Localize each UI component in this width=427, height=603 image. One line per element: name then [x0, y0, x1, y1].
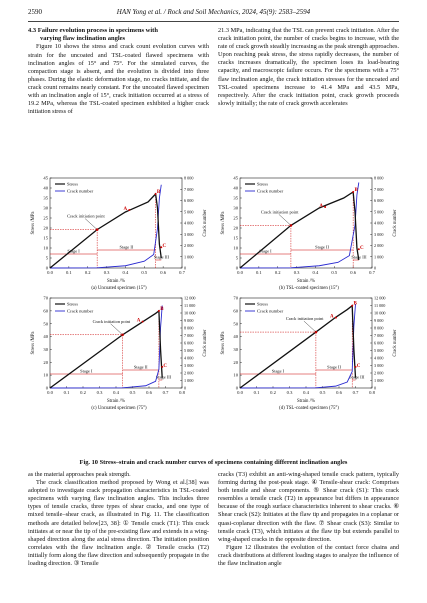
stage-point-label: A: [319, 204, 323, 210]
y2-tick-label: 6 000: [184, 340, 194, 346]
x-tick-label: 0.3: [286, 390, 293, 395]
y2-axis-label: Crack number: [393, 209, 398, 237]
y-tick-label: 5: [45, 255, 48, 261]
legend-stress-label: Stress: [257, 301, 268, 307]
y2-tick-label: 9 000: [184, 318, 194, 324]
y2-tick-label: 7 000: [184, 333, 194, 339]
y-axis-label: Stress /MPa: [221, 331, 226, 355]
x-tick-label: 0.4: [113, 390, 119, 395]
y-tick-label: 60: [43, 308, 48, 314]
y-tick-label: 35: [43, 195, 48, 201]
initiation-pointer: [279, 214, 291, 225]
initiation-pointer: [85, 219, 97, 230]
y-tick-label: 20: [43, 359, 48, 365]
initiation-label: Crack initiation point: [260, 209, 299, 215]
page-number: 2590: [28, 8, 42, 16]
paragraph: Figure 12 illustrates the evolution of the contact force chains and crack distributions at different loading stages to analyze the influence of the flaw inclination angle: [218, 543, 399, 568]
initiation-pointer: [111, 324, 123, 335]
y2-tick-label: 1 000: [374, 254, 384, 260]
x-axis-label: Strain /%: [297, 399, 315, 404]
y2-axis-label: Crack number: [393, 329, 398, 357]
y-tick-label: 20: [233, 225, 238, 231]
left-column-top: [28, 27, 209, 116]
y2-tick-label: 4 000: [374, 220, 384, 226]
y-axis-label: Stress /MPa: [221, 211, 226, 235]
y-tick-label: 30: [233, 347, 238, 353]
y2-tick-label: 11 000: [374, 303, 386, 309]
x-tick-label: 0.2: [270, 390, 276, 395]
y2-tick-label: 1 000: [184, 378, 194, 384]
stage-label: Stage II: [315, 244, 329, 250]
x-tick-label: 0.1: [253, 390, 260, 395]
x-tick-label: 0.1: [65, 270, 72, 275]
page-header: [28, 8, 399, 20]
stage-label: Stage I: [271, 368, 285, 374]
legend-stress-label: Stress: [67, 301, 78, 307]
y-tick-label: 45: [43, 175, 48, 181]
y2-tick-label: 2 000: [184, 243, 194, 249]
y-tick-label: 70: [233, 295, 238, 301]
y-tick-label: 40: [43, 334, 48, 340]
chart-panel-c: [28, 292, 208, 410]
x-tick-label: 0.1: [255, 270, 262, 275]
paragraph: The crack classification method proposed by Wong et al.[38] was adopted to investigate crack propagation characteristics in TSL-coated specimens with varying flaw inclination angles. This includes three types of tensile cracks, three types of shear cracks, and one type of mixed tensile–shear crack, as illustrated in Fig. 11. The classification methods are detailed below[23, 38]: ① Tensile crack (T1): This crack initiates at or near the tip of the pre-existing flaw and extends in a wing-shaped direction along the axial stress direction. The initiation position correlates with the flaw inclination angle. ② Tensile cracks (T2) initially form along the flaw direction and subsequently propagate in the loading direction. ③ Tensile: [28, 479, 209, 568]
y-tick-label: 50: [43, 321, 48, 327]
x-tick-label: 0.4: [122, 270, 129, 275]
x-tick-label: 0.0: [47, 270, 53, 275]
right-column-bottom: [218, 471, 399, 568]
stage-point-label: A: [136, 318, 141, 324]
y2-tick-label: 10 000: [184, 310, 196, 316]
chart-panel-d: [218, 292, 398, 410]
stage-point-marker: [128, 209, 130, 211]
x-axis-label: Strain /%: [297, 279, 315, 284]
x-tick-label: 0.4: [303, 390, 309, 395]
stage-point-label: A: [123, 207, 128, 213]
initiation-label: Crack initiation point: [92, 318, 131, 324]
x-tick-label: 0.2: [80, 390, 86, 395]
x-axis-label: Strain /%: [107, 279, 125, 284]
y2-tick-label: 2 000: [184, 370, 194, 376]
y-tick-label: 15: [43, 235, 48, 241]
y2-tick-label: 0: [374, 385, 377, 391]
y-tick-label: 40: [233, 185, 238, 191]
x-tick-label: 0.3: [96, 390, 103, 395]
panel-caption: (d) TSL-coated specimen (75°): [279, 406, 339, 410]
x-tick-label: 0.7: [179, 270, 185, 275]
y-tick-label: 0: [45, 265, 48, 271]
y-tick-label: 5: [235, 255, 238, 261]
stage-point-label: C: [163, 363, 168, 369]
x-tick-label: 0.6: [350, 270, 357, 275]
y2-tick-label: 11 000: [184, 303, 196, 309]
y2-tick-label: 4 000: [184, 220, 194, 226]
y-tick-label: 0: [45, 385, 48, 391]
x-axis-label: Strain /%: [107, 399, 125, 404]
stage-label: Stage II: [119, 244, 134, 250]
y-tick-label: 10: [43, 245, 48, 251]
y-tick-label: 30: [43, 347, 48, 353]
stage-point-label: B: [160, 306, 164, 312]
y2-tick-label: 8 000: [184, 175, 194, 181]
x-tick-label: 0.4: [312, 270, 319, 275]
initiation-label: Crack initiation point: [67, 213, 105, 219]
y2-tick-label: 5 000: [374, 209, 384, 215]
y-tick-label: 50: [233, 321, 238, 327]
y2-tick-label: 7 000: [374, 333, 384, 339]
x-tick-label: 0.2: [84, 270, 91, 275]
x-tick-label: 0.5: [141, 270, 148, 275]
y2-tick-label: 0: [374, 265, 377, 271]
y-tick-label: 30: [233, 205, 238, 211]
x-tick-label: 0.3: [293, 270, 300, 275]
x-tick-label: 0.7: [162, 390, 169, 395]
x-tick-label: 0.8: [369, 390, 375, 395]
y2-tick-label: 12 000: [374, 295, 386, 301]
chart-panel-a: [28, 172, 208, 290]
y2-tick-label: 12 000: [184, 295, 196, 301]
right-column-top: [218, 27, 399, 108]
y-tick-label: 10: [233, 372, 238, 378]
y2-tick-label: 3 000: [374, 363, 384, 369]
x-tick-label: 0.5: [331, 270, 338, 275]
x-tick-label: 0.7: [369, 270, 375, 275]
stress-series: [50, 194, 161, 268]
y-tick-label: 20: [43, 225, 48, 231]
y-tick-label: 30: [43, 205, 48, 211]
stage-label: Stage III: [351, 254, 367, 260]
chart-panel-b: [218, 172, 398, 290]
y2-tick-label: 5 000: [374, 348, 384, 354]
y2-tick-label: 0: [184, 265, 187, 271]
stage-label: Stage II: [327, 364, 341, 370]
legend-crack-label: Crack number: [67, 308, 94, 314]
x-tick-label: 0.8: [179, 390, 185, 395]
y-tick-label: 25: [233, 215, 238, 221]
y2-tick-label: 8 000: [184, 325, 194, 331]
y-tick-label: 10: [233, 245, 238, 251]
journal-citation: HAN Yong et al. / Rock and Soil Mechanics, 2024, 45(9): 2583–2594: [116, 8, 311, 16]
stage-point-marker: [324, 206, 326, 208]
figure-caption: Fig. 10 Stress–strain and crack number curves of specimens containing different inclination angles: [79, 459, 348, 466]
left-column-bottom: [28, 471, 209, 568]
x-tick-label: 0.6: [146, 390, 152, 395]
y2-tick-label: 4 000: [184, 355, 194, 361]
x-tick-label: 0.3: [103, 270, 110, 275]
stage-label: Stage III: [153, 254, 170, 260]
y2-tick-label: 0: [184, 385, 187, 391]
y2-tick-label: 5 000: [184, 209, 194, 215]
x-tick-label: 0.0: [237, 270, 243, 275]
y2-tick-label: 6 000: [374, 340, 384, 346]
x-tick-label: 0.0: [237, 390, 243, 395]
crack-number-series: [50, 185, 161, 268]
y2-tick-label: 5 000: [184, 348, 194, 354]
legend-crack-label: Crack number: [67, 188, 94, 194]
y-tick-label: 15: [233, 235, 238, 241]
x-tick-label: 0.1: [63, 390, 70, 395]
y-axis-label: Stress /MPa: [31, 211, 36, 235]
stress-series: [240, 192, 359, 268]
stage-label: Stage I: [80, 368, 93, 374]
y2-tick-label: 6 000: [374, 198, 384, 204]
y2-tick-label: 2 000: [374, 370, 384, 376]
panel-caption: (c) Uncoated specimen (75°): [91, 406, 147, 410]
stage-label: Stage III: [155, 374, 172, 380]
x-tick-label: 0.7: [352, 390, 359, 395]
y-tick-label: 0: [235, 265, 238, 271]
y2-tick-label: 7 000: [374, 186, 384, 192]
x-tick-label: 0.6: [336, 390, 342, 395]
x-tick-label: 0.5: [129, 390, 136, 395]
y2-tick-label: 3 000: [184, 231, 194, 237]
y2-tick-label: 8 000: [374, 175, 384, 181]
y2-tick-label: 9 000: [374, 318, 384, 324]
paragraph: Figure 10 shows the stress and crack count evolution curves with strain for the uncoated and TSL-coated flawed specimens with inclination angles of 15° and 75°. For the simulated curves, the compaction stage is absent, and the evolution is divided into three phases. During the elastic deformation stage, no cracks initiate, and the crack count remains nearly constant. For the uncoated flawed specimen with an inclination angle of 15°, crack initiation occurred at a stress of 19.2 MPa, whereas the TSL-coated specimen exhibited a higher crack initiation stress of: [28, 43, 209, 116]
section-heading: 4.3 Failure evolution process in specimens with: [28, 27, 158, 34]
y-tick-label: 70: [43, 295, 48, 301]
y2-tick-label: 6 000: [184, 198, 194, 204]
y2-tick-label: 1 000: [374, 378, 384, 384]
y2-tick-label: 1 000: [184, 254, 194, 260]
y2-tick-label: 8 000: [374, 325, 384, 331]
x-tick-label: 0.6: [160, 270, 167, 275]
stage-point-marker: [335, 317, 337, 319]
paragraph: as the material approaches peak strength.: [28, 471, 131, 478]
stage-label: Stage I: [67, 248, 80, 254]
y2-tick-label: 7 000: [184, 186, 194, 192]
stage-label: Stage I: [259, 248, 272, 254]
legend-crack-label: Crack number: [257, 308, 284, 314]
section-heading-cont: varying flaw inclination angles: [40, 35, 126, 43]
y2-tick-label: 10 000: [374, 310, 386, 316]
y2-axis-label: Crack number: [203, 209, 208, 237]
stage-point-label: C: [356, 363, 361, 369]
y-tick-label: 20: [233, 359, 238, 365]
y-tick-label: 25: [43, 215, 48, 221]
initiation-label: Crack initiation point: [285, 316, 324, 322]
y-tick-label: 10: [43, 372, 48, 378]
y-axis-label: Stress /MPa: [31, 331, 36, 355]
y-tick-label: 60: [233, 308, 238, 314]
y-tick-label: 40: [43, 185, 48, 191]
paragraph: 21.3 MPa, indicating that the TSL can prevent crack initiation. After the crack initiation point, the number of cracks begins to increase, with the rate of crack growth steadily increasing as the peak strength approaches. Upon reaching peak stress, the stress rapidly decreases, the number of cracks increases dramatically, the specimen loses its load-bearing capacity, and macroscopic failure occurs. For the specimens with a 75° flaw inclination angle, the crack initiation stresses for the uncoated and TSL-coated specimens increase to 41.4 MPa and 43.5 MPa, respectively. After the crack initiation point, crack growth proceeds slowly initially; the rate of crack growth accelerates: [218, 27, 400, 107]
panel-caption: (a) Uncoated specimen (15°): [91, 286, 147, 290]
x-tick-label: 0.5: [319, 390, 326, 395]
stage-point-label: C: [359, 246, 364, 252]
y2-tick-label: 2 000: [374, 243, 384, 249]
stage-point-label: B: [156, 190, 161, 195]
x-tick-label: 0.0: [47, 390, 53, 395]
stage-point-label: A: [330, 314, 334, 320]
paragraph: cracks (T3) exhibit an anti-wing-shaped tensile crack pattern, typically forming during the post-peak stage. ④ Tensile-shear crack: Comprises both tensile and shear components. ⑤ Shear crack (S1): This crack resembles a tensile crack (T2) in appearance but differs in appearance because of the rough surface characteristics inherent to shear cracks. ⑥ Shear crack (S2): Initiates at the flaw tip and propagates in a coplanar or quasi-coplanar direction with the flaw. ⑦ Shear crack (S3): Similar to tensile crack (T3), which initiates at the flaw tip but extends parallel to wing-shaped cracks in the opposite direction.: [218, 471, 400, 543]
stage-point-label: C: [162, 244, 167, 250]
stage-point-label: B: [354, 188, 358, 193]
stage-point-marker: [142, 321, 144, 323]
stage-point-label: B: [353, 301, 357, 307]
legend-stress-label: Stress: [257, 181, 268, 187]
y-tick-label: 0: [235, 385, 238, 391]
y2-tick-label: 3 000: [374, 231, 384, 237]
y2-tick-label: 3 000: [184, 363, 194, 369]
y-tick-label: 35: [233, 195, 238, 201]
stage-label: Stage II: [133, 364, 148, 370]
panel-caption: (b) TSL-coated specimen (15°): [279, 286, 339, 290]
legend-stress-label: Stress: [67, 181, 78, 187]
y-tick-label: 45: [233, 175, 238, 181]
y-tick-label: 40: [233, 334, 238, 340]
initiation-pointer: [304, 321, 316, 332]
x-tick-label: 0.2: [274, 270, 281, 275]
y2-tick-label: 4 000: [374, 355, 384, 361]
legend-crack-label: Crack number: [257, 188, 284, 194]
stage-label: Stage III: [349, 374, 365, 380]
y2-axis-label: Crack number: [203, 329, 208, 357]
header-rule: [28, 21, 399, 22]
